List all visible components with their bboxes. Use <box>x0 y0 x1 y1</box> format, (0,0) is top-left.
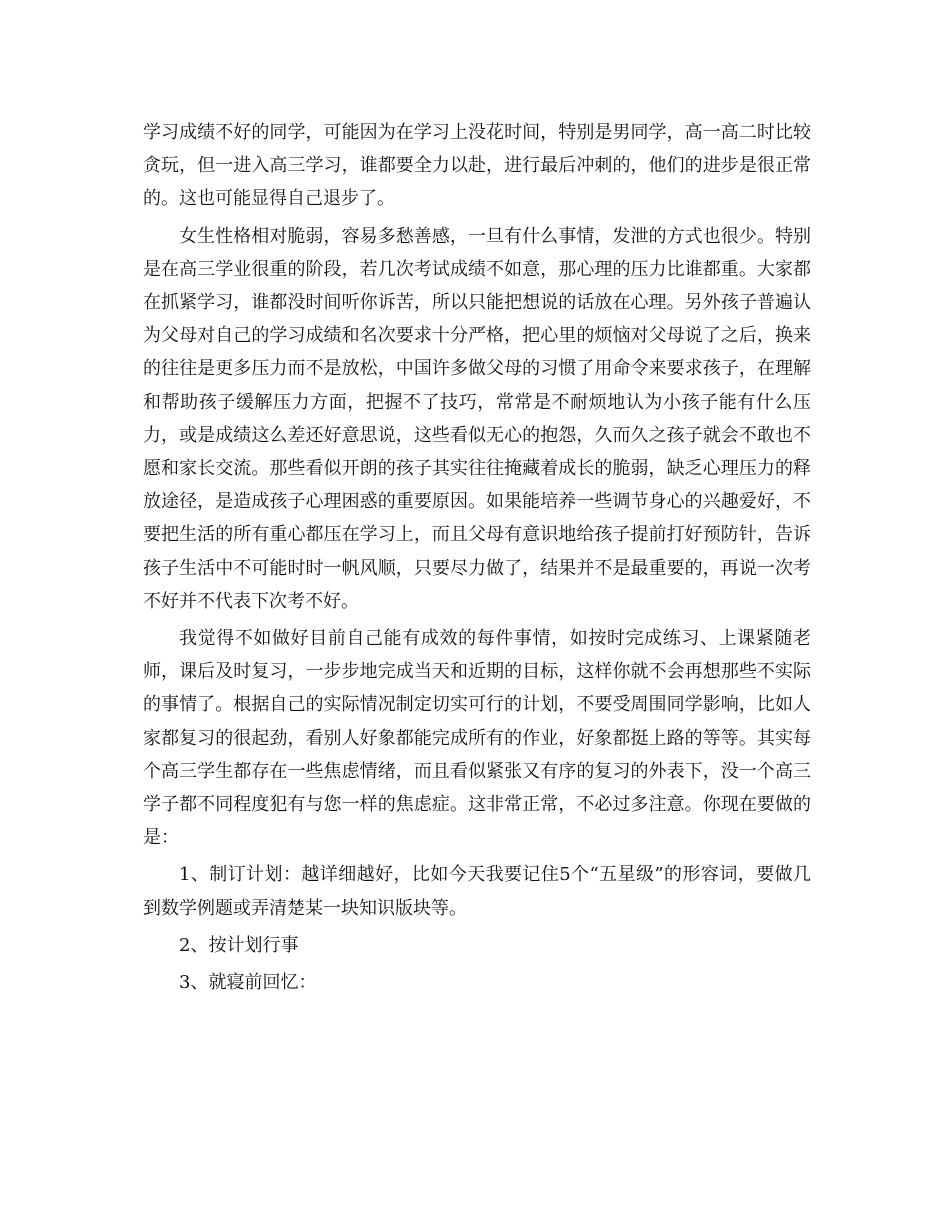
list-item-1: 1、制订计划：越详细越好，比如今天我要记住5个“五星级”的形容词，要做几到数学例题或弄清楚某一块知识版块等。 <box>143 864 811 919</box>
paragraph-3: 我觉得不如做好目前自己能有成效的每件事情，如按时完成练习、上课紧随老师，课后及时复习，一步步地完成当天和近期的目标，这样你就不会再想那些不实际的事情了。根据自己的实际情况制定切实可行的计划，不要受周围同学影响，比如人家都复习的很起劲，看别人好象都能完成所有的作业，好象都挺上路的等等。其实每个高三学生都存在一些焦虑情绪，而且看似紧张又有序的复习的外表下，没一个高三学子都不同程度犯有与您一样的焦虑症。这非常正常，不必过多注意。你现在要做的是： <box>143 628 811 849</box>
paragraph-1: 学习成绩不好的同学，可能因为在学习上没花时间，特别是男同学，高一高二时比较贪玩，但一进入高三学习，谁都要全力以赴，进行最后冲刺的，他们的进步是很正常的。这也可能显得自己退步了。 <box>143 122 811 210</box>
list-item-2: 2、按计划行事 <box>179 934 299 956</box>
list-item-3: 3、就寝前回忆： <box>179 972 317 994</box>
paragraph-2: 女生性格相对脆弱，容易多愁善感，一旦有什么事情，发泄的方式也很少。特别是在高三学业很重的阶段，若几次考试成绩不如意，那心理的压力比谁都重。大家都在抓紧学习，谁都没时间听你诉苦，所以只能把想说的话放在心理。另外孩子普遍认为父母对自己的学习成绩和名次要求十分严格，把心里的烦恼对父母说了之后，换来的往往是更多压力而不是放松，中国许多做父母的习惯了用命令来要求孩子，在理解和帮助孩子缓解压力方面，把握不了技巧，常常是不耐烦地认为小孩子能有什么压力，或是成绩这么差还好意思说，这些看似无心的抱怨，久而久之孩子就会不敢也不愿和家长交流。那些看似开朗的孩子其实往往掩藏着成长的脆弱，缺乏心理压力的释放途径，是造成孩子心理困惑的重要原因。如果能培养一些调节身心的兴趣爱好，不要把生活的所有重心都压在学习上，而且父母有意识地给孩子提前打好预防针，告诉孩子生活中不可能时时一帆风顺，只要尽力做了，结果并不是最重要的，再说一次考不好并不代表下次考不好。 <box>143 225 811 612</box>
document-page <box>143 116 811 1003</box>
